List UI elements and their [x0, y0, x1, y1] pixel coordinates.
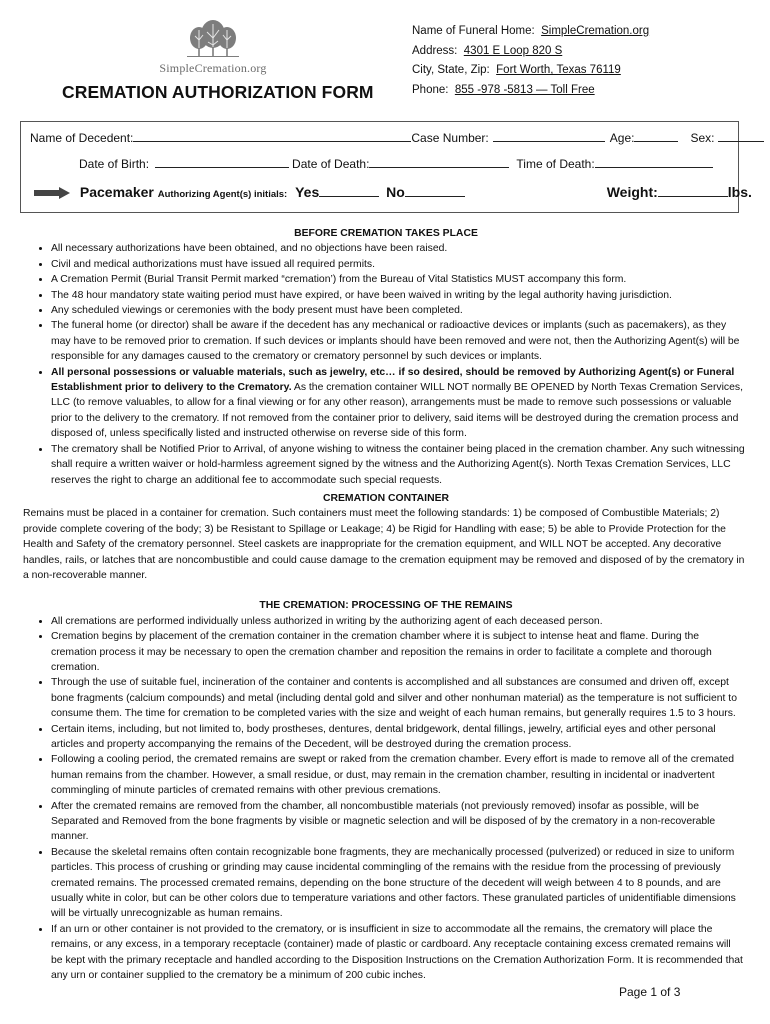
age-label: Age: [609, 131, 635, 145]
yes-field[interactable] [319, 186, 379, 197]
list-item: • All necessary authorizations have been obtained, and no objections have been raised. [51, 241, 745, 256]
decedent-name-label: Name of Decedent: [30, 131, 134, 145]
list-item: • Through the use of suitable fuel, incineration of the container and contents is accomplished and all substances are consumed and driven off, except bone fragments (calcium compounds) and metal (including dental gold and silver and other nonhuman material) as the temperature is not sufficient to consume them. The time for cremation to be completed varies with the size and weight of each human remains, but generally requires 1.5 to 3 hours. [51, 675, 745, 721]
tod-field[interactable] [595, 157, 713, 168]
funeral-home-phone: Phone: 855 -978 -5813 — Toll Free [412, 83, 595, 96]
list-item: • A Cremation Permit (Burial Transit Permit marked “cremation’) from the Bureau of Vital Statistics MUST accompany this form. [51, 272, 745, 287]
logo [148, 20, 278, 80]
case-number-field[interactable] [493, 131, 605, 142]
list-item: • The crematory shall be Notified Prior to Arrival, of anyone wishing to witness the container being placed in the cremation chamber. Any such witnessing shall require a written waiver or hold-harmless agreement signed by the witness and the Authorizing Agent(s). North Texas Cremation Services, LLC reserves the right to charge an additional fee to accommodate such special requests. [51, 442, 745, 488]
weight-unit: lbs. [727, 184, 752, 200]
list-item: • Civil and medical authorizations must have issued all required permits. [51, 257, 745, 272]
pacemaker-row [34, 184, 752, 200]
form-content [23, 226, 745, 984]
page-number: Page 1 of 3 [619, 985, 681, 999]
dod-field[interactable] [369, 157, 509, 168]
possessions-bold-text: All personal possessions or valuable materials, such as jewelry, etc… if so desired, should be removed by Authorizing Agent(s) or Funeral Establishment prior to delivery to the Crematory. [51, 366, 735, 394]
funeral-home-name: Name of Funeral Home: SimpleCremation.org [412, 25, 650, 37]
section-title-processing: THE CREMATION: PROCESSING OF THE REMAINS [259, 600, 513, 612]
funeral-home-address: Address: 4301 E Loop 820 S [412, 44, 563, 57]
list-item: • The 48 hour mandatory state waiting period must have expired, or have been waived in writing by the legal authority having jurisdiction. [51, 288, 745, 303]
list-item: • Cremation begins by placement of the cremation container in the cremation chamber where it is subject to intense heat and flame. During the cremation process it may be necessary to open the cremation chamber and reposition the remains in order to facilitate a complete and thorough cremation. [51, 629, 745, 675]
list-item-possessions [51, 365, 745, 442]
yes-label: Yes [295, 184, 320, 200]
container-text: Remains must be placed in a container for cremation. Such containers must meet the following standards: 1) be composed of Combustible Materials; 2) provide complete covering of the body; 3) be Resistant to Spillage or Leakage; 4) be Rigid for Handling with ease; 5) be able to Provide Protection for the Health and Safety of the crematory personnel. Steel caskets are inappropriate for the cremation equipment, and WILL NOT be accepted. Any decorative handles, rails, or latches that are noncombustible and could cause damage to the cremation equipment may be removed and disposed of by the crematory in a non-recoverable manner. [23, 508, 745, 581]
list-item: • All cremations are performed individually unless authorized in writing by the authorizing agent of each deceased person. [51, 614, 745, 629]
before-list [27, 241, 745, 488]
sex-field[interactable] [718, 131, 764, 142]
possessions-text: As the cremation container WILL NOT normally BE OPENED by North Texas Cremation Services, LLC (to remove valuables, to allow for a final viewing or for any other reason), arrangements must be made to remove such possessions or valuable prior to the delivery to the crematory. If not removed from the container prior to delivery, said items will be destroyed during the cremation process and disposed of, unless specifically listed and instructed otherwise on reverse side of this form. [51, 382, 743, 440]
initials-label: Authorizing Agent(s) initials: [157, 189, 288, 200]
list-item: • Certain items, including, but not limited to, body prostheses, dentures, dental bridgework, dental fillings, jewelry, artificial eyes and other personal articles and property accompanying the remains of the Decedent, will be destroyed during the cremation process. [51, 722, 745, 753]
list-item: • Following a cooling period, the cremated remains are swept or raked from the cremation chamber. Every effort is made to remove all of the cremated human remains from the chamber. However, a small residue, or dust, may remain in the cremation chamber, resulting in incidental or inadvertent commingling of minute particles of cremated remains with other previous cremations. [51, 752, 745, 798]
section-title-container: CREMATION CONTAINER [322, 492, 450, 504]
age-field[interactable] [634, 131, 678, 142]
decedent-row-1 [30, 131, 764, 145]
funeral-home-city: City, State, Zip: Fort Worth, Texas 76119 [412, 64, 621, 76]
form-title: CREMATION AUTHORIZATION FORM [62, 82, 374, 102]
dob-field[interactable] [155, 157, 289, 168]
case-number-label: Case Number: [411, 131, 489, 145]
tod-label: Time of Death: [516, 157, 595, 171]
section-title-before: BEFORE CREMATION TAKES PLACE [294, 228, 478, 239]
weight-field[interactable] [658, 186, 728, 197]
list-item: • If an urn or other container is not provided to the crematory, or is insufficient in size to accommodate all the remains, the crematory will place the remains, or any excess, in a temporary receptacle (container) made of plastic or cardboard. Any receptacle containing excess cremated remains will be kept with the primary receptacle and handled according to the Disposition Instructions on the Cremation Authorization Form. It is recommended that any urn or container supplied to the crematory be a minimum of 200 cubic inches. [51, 922, 745, 984]
weight-label: Weight: [606, 184, 658, 200]
dob-label: Date of Birth: [79, 157, 150, 171]
arrow-right-icon [34, 187, 70, 199]
list-item: • Because the skeletal remains often contain recognizable bone fragments, they are mechanically processed (pulverized) or reduced in size to uniform particles. This process of crushing or grinding may cause incidental commingling of the remains with the residue from the processing of previously cremated remains. The processed cremated remains, depending on the bone structure of the decedent will weigh between 4 to 8 pounds, and are usually white in color, but can be other colors due to temperature variations and other factors. These granulated particles of unidentifiable dimensions will be virtually unrecognizable as human remains. [51, 845, 745, 922]
decedent-row-2 [79, 157, 713, 171]
processing-list [27, 614, 745, 984]
sex-label: Sex: [690, 131, 715, 145]
funeral-home-info [412, 22, 649, 100]
logo-text: SimpleCremation.org [159, 61, 267, 75]
no-field[interactable] [405, 186, 465, 197]
list-item: • The funeral home (or director) shall be aware if the decedent has any mechanical or radioactive devices or implants (such as pacemakers), as they may have to be removed prior to cremation. If such devices or implants should have been removed and were not, then the Authorizing Agent(s) will be responsible for any damages caused to the crematory or crematory personnel by such devices or implants. [51, 318, 745, 364]
dod-label: Date of Death: [292, 157, 370, 171]
tree-logo-icon [183, 20, 243, 60]
pacemaker-label: Pacemaker [79, 184, 154, 200]
list-item: • After the cremated remains are removed from the chamber, all noncombustible materials (not previously removed) insofar as possible, will be Separated and Removed from the bone fragments by visible or magnetic selection and will be disposed of by the crematory in a non-recoverable manner. [51, 799, 745, 845]
list-item: • Any scheduled viewings or ceremonies with the body present must have been completed. [51, 303, 745, 318]
no-label: No [386, 184, 405, 200]
decedent-name-field[interactable] [133, 131, 411, 142]
